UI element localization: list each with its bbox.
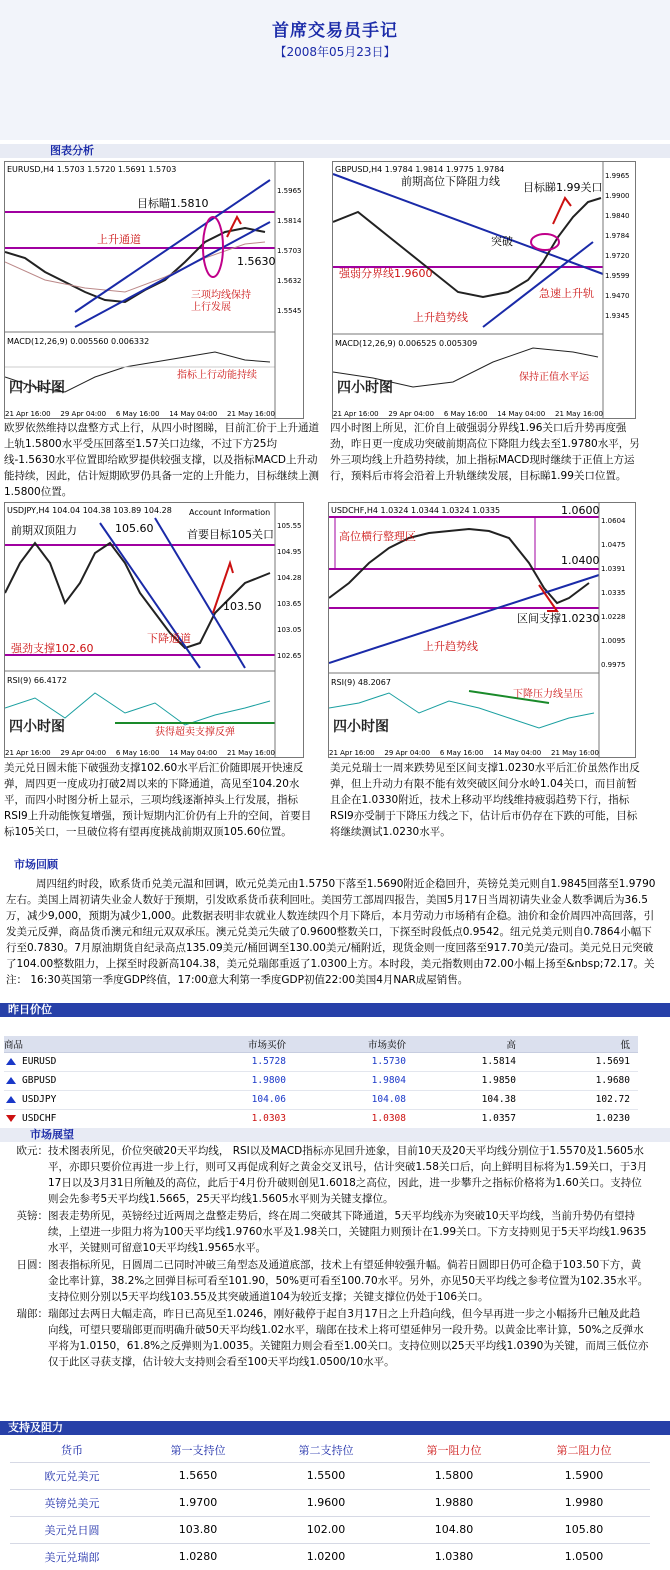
outlook-item: 英镑： 图表走势所见，英镑经过近两周之盘整走势后，终在周二突破其下降通道，5天平均线亦为突破10天平均线，当前升势仍有望持续，上望进一步阻力将为100天平均线1.9760水平及1.98关口，关键阻力则预计在1.99关口。下方支持则见于5天平均线1.9635水平，关键则可留意10天平均线1.9565水平。 [16,1210,647,1254]
rsi-header: RSI(9) 48.2067 [331,678,391,687]
channel-label: 上升通道 [97,233,141,246]
break-label: 突破 [491,235,513,248]
usdjpy-analysis: 美元兑日圆未能下破强劲支撑102.60水平后汇价随即展开快速反弹，周四更一度成功打破2周以来的下降通道，高见至104.20水平，而四小时图分析上显示，三项均线逐渐掉头上行发展，指标RSI9上升动能恢复增强，预计短期内汇价仍有上升的空间，首要目标105关口，一旦破位将有望再度挑战前期双顶105.60位置。 [4,762,312,838]
chart-usdchf [328,502,636,758]
top-label: 前期双顶阻力 [11,524,77,537]
up-arrow [553,198,571,224]
outlook-item: 欧元： 技术图表所见，价位突破20天平均线， RSI以及MACD指标亦见回升迹象，目前10天及20天平均线分别位于1.5570及1.5605水平，亦即只要价位再进一步上行，则可又再促成利好之黄金交叉讯号，估计突破1.58关口后，向上鲜明目标将为1.59关口，于3月17日以及3月31日所触及的高位，此后于4月份升破则创见1.6018之高位，因此，进一步攀升之指标价格将为1.60关口。支持位则会先参考5天平均线1.5665，25天平均线1.5605水平则为关键支撑位。 [16,1145,648,1205]
level-label: 1.5630 [237,255,276,268]
arrow-up-icon [6,1058,16,1065]
macd-note: 保持正值水平运 [519,372,589,383]
col-header: 市场买价 [174,1036,294,1052]
level2-label: 1.0400 [561,554,600,567]
chart-eurusd [4,161,304,419]
eurusd-analysis: 欧罗依然维持以盘整方式上行，从四小时图睇，目前汇价于上升通道上轨1.5800水平受压回落至1.57关口边缘，不过下方25均线-1.5630水平位置即给欧罗提供较强支撑，以及指标MACD上升动能持续，因此，估计短期欧罗仍具备一定的上升能力，目标继续上测1.5800位置。 [4,422,319,498]
level1-label: 1.0600 [561,504,600,517]
resist-label: 前期高位下降阻力线 [401,175,500,188]
x-axis-ticks: 21 Apr 16:00 29 Apr 04:00 6 May 16:00 14 May 04:00 21 May 16:00 [5,410,275,418]
col-header: 高 [414,1036,524,1052]
section-title-charts: 图表分析 [50,144,94,157]
section-bar-outlook [0,1128,670,1142]
table-row: 欧元兑美元 1.5650 1.5500 1.5800 1.5900 [10,1462,650,1489]
gbpusd-analysis: 四小时图上所见，汇价自上破强弱分界线1.96关口后升势再度强劲，昨日更一度成功突破前期高位下降阻力线去至1.9780水平，另外三项均线上升趋势持续，加上指标MACD现时继续于正值上方运行，预料后市将会沿着上升轨继续发展，目标睇1.99关口位置。 [330,422,640,482]
page-date: 【2008年05月23日】 [274,45,396,59]
chart-symbol: EURUSD,H4 1.5703 1.5720 1.5691 1.5703 [7,165,177,174]
trend-label: 上升趋势线 [423,640,478,653]
range-label: 高位横行整理区 [339,530,416,543]
market-review-text: 周四纽约时段，欧系货币兑美元温和回调，欧元兑美元由1.5750下落至1.5690附近企稳回升，英镑兑美元则自1.9845回落至1.9790左右。美国上周初请失业金人数好于预期，引发欧系货币获利回吐。美国劳工部周四报告，美国5月17日当周初请失业金人数季调后为36.5万，减少9,000，预期为减少1,000。此数据表明非农就业人数连续四个月下降后，本月劳动力市场稍有企稳。油价和金价周四冲高回落，引发美元反弹，商品货币澳元和纽元双双承压。澳元兑美元失破了0.9600整数关口，下探至时段低点0.9542。纽元兑美元则自0.7864小幅下行至0.7830。7月原油期货自纪录高点135.09美元/桶回调至130.00美元/桶附近，现货金则一度回落至917.70美元/盎司。美元兑日元突破了104.00整数阻力，上探至时段新高104.38，美元兑瑞郎重返了1.0300上方。本时段，美元指数则由72.00小幅上扬至&nbsp;72.17。关注： 16:30英国第一季度GDP终值，17:00意大利第一季度GDP初值22:00美国4月NAR成屋销售。 [6,878,656,986]
arrow-down-icon [6,1115,16,1122]
rsi-header: RSI(9) 66.4172 [7,676,67,685]
chart-symbol: USDCHF,H4 1.0324 1.0344 1.0324 1.0335 [331,506,501,515]
timeframe-tag: 四小时图 [337,380,393,396]
outlook-item: 瑞郎： 瑞郎过去两日大幅走高，昨日已高见至1.0246，刚好截停于起自3月17日之上升趋向线，但今早再进一步之小幅扬升已触及此趋向线，可望只要瑞郎更而明确升破50天平均线1.02水平，瑞郎在技术上将可望延伸另一段升势。以黄金比率计算，50%之反弹水平将为1.0150，61.8%之反弹则为1.0035。关键阻力则会看至1.00关口。支持位则以25天平均线1.0390为关键，而周三低位亦仅于此区寻获支撑，估计较大支持则会看至100天平均线1.0500/10水平。 [16,1308,649,1368]
outlook-item: 日圆： 图表指标所见，日圆周二已同时冲破三角型态及通道底部，技术上有望延伸较强升幅。倘若日圆即日仍可企稳于103.50下方，黄金比率计算，38.2%之回弹目标可看至101.90，50%更可看至100.70水平。另外，亦见50天平均线之参考位置为102.35水平。支持位则分别以5天平均线103.55及其突破通道104为较近支撑；关键支撑位仍处于106关口。 [16,1259,649,1303]
section-title-review: 市场回顾 [14,858,58,871]
y-axis-ticks: 1.5965 1.5814 1.5703 1.5632 1.5545 [277,187,302,315]
price-line [333,198,601,297]
page-header [0,0,670,140]
accel-label: 急速上升轨 [539,287,594,300]
macd-note: 指标上行动能持续 [177,370,257,381]
macd-header: MACD(12,26,9) 0.005560 0.006332 [7,337,150,346]
level2-label: 103.50 [223,600,262,613]
table-row: USDJPY 104.06 104.08 104.38 102.72 [4,1090,638,1109]
col-header: 商品 [4,1036,174,1052]
x-axis-ticks: 21 Apr 16:00 29 Apr 04:00 6 May 16:00 14 May 04:00 21 May 16:00 [333,410,603,418]
section-bar-review [4,858,64,872]
table-row: 美元兑日圆 103.80 102.00 104.80 105.80 [10,1516,650,1543]
usdchf-analysis: 美元兑瑞士一周来跌势见至区间支撑1.0230水平后汇价虽然作出反弹，但上升动力有限不能有效突破区间分水岭1.04关口，而目前暂且企在1.0330附近，技术上移动平均线维持疲弱趋势下行，指标RSI9亦受制于下降压力线之下，估计后市仍存在下跌的可能，目标将继续测试1.0230水平。 [330,762,640,838]
price-line [5,543,270,648]
chart-gbpusd [332,161,636,419]
col-header: 低 [524,1036,638,1052]
arrow-up-icon [6,1077,16,1084]
timeframe-tag: 四小时图 [333,719,389,735]
page-title: 首席交易员手记 [272,21,398,41]
section-bar-prices [0,1003,670,1017]
chart-symbol: GBPUSD,H4 1.9784 1.9814 1.9775 1.9784 [335,165,505,174]
macd-header: MACD(12,26,9) 0.006525 0.005309 [335,339,478,348]
x-axis-ticks: 21 Apr 16:00 29 Apr 04:00 6 May 16:00 14 May 04:00 21 May 16:00 [5,749,275,757]
support-label: 区间支撑1.0230 [517,612,600,625]
timeframe-tag: 四小时图 [9,380,65,396]
support-label: 强劲支撑102.60 [11,642,94,655]
arrow-up-icon [6,1096,16,1103]
channel-label: 下降通道 [147,632,191,645]
section-title-outlook: 市场展望 [30,1128,74,1141]
table-row: 英镑兑美元 1.9700 1.9600 1.9880 1.9980 [10,1489,650,1516]
rsi-note: 下降压力线呈压 [513,689,583,700]
section-title-prices: 昨日价位 [8,1003,52,1016]
rsi-note: 获得超卖支撑反弹 [155,727,235,738]
target-label: 目标睇1.99关口 [523,181,603,194]
section-title-sr: 支持及阻力 [8,1421,63,1434]
section-bar-charts [0,144,670,158]
y-axis-ticks: 105.55 104.95 104.28 103.65 103.05 102.65 [277,522,302,660]
target-label: 目标瞄1.5810 [137,197,209,210]
y-axis-ticks: 1.0604 1.0475 1.0391 1.0335 1.0228 1.0095 0.9975 [601,517,626,669]
timeframe-tag: 四小时图 [9,719,65,735]
y-axis-ticks: 1.9965 1.9900 1.9840 1.9784 1.9720 1.9599 1.9470 1.9345 [605,172,630,320]
outlook-list [10,1143,650,1371]
level1-label: 105.60 [115,522,154,535]
col-header: 市场卖价 [294,1036,414,1052]
target-label: 首要目标105关口 [187,528,274,541]
table-row: USDCHF 1.0303 1.0308 1.0357 1.0230 [4,1109,638,1128]
chart-usdjpy [4,502,304,758]
trend-label: 上升趋势线 [413,311,468,324]
section-bar-sr [0,1421,670,1435]
table-row: GBPUSD 1.9800 1.9804 1.9850 1.9680 [4,1071,638,1090]
weak-label: 强弱分界线1.9600 [339,267,433,280]
note-label: 三项均线保持上行发展 [191,290,251,313]
account-info: Account Information [189,508,271,517]
table-row: EURUSD 1.5728 1.5730 1.5814 1.5691 [4,1052,638,1071]
support-resistance-table: 货币 第一支持位 第二支持位 第一阻力位 第二阻力位 欧元兑美元 1.5650 1.5500 1.5800 1.5900 英镑兑美元 1.9700 1.9600 1.9880 1.9980 美元兑日圆 103.80 102.00 104.80 105.80 美元兑瑞郎 1.0280 1.0200 1.0380 1.0500 [10,1438,650,1570]
price-table [4,1036,638,1129]
chart-symbol: USDJPY,H4 104.04 104.38 103.89 104.28 [7,506,172,515]
table-row: 美元兑瑞郎 1.0280 1.0200 1.0380 1.0500 [10,1543,650,1570]
x-axis-ticks: 21 Apr 16:00 29 Apr 04:00 6 May 16:00 14 May 04:00 21 May 16:00 [329,749,599,757]
